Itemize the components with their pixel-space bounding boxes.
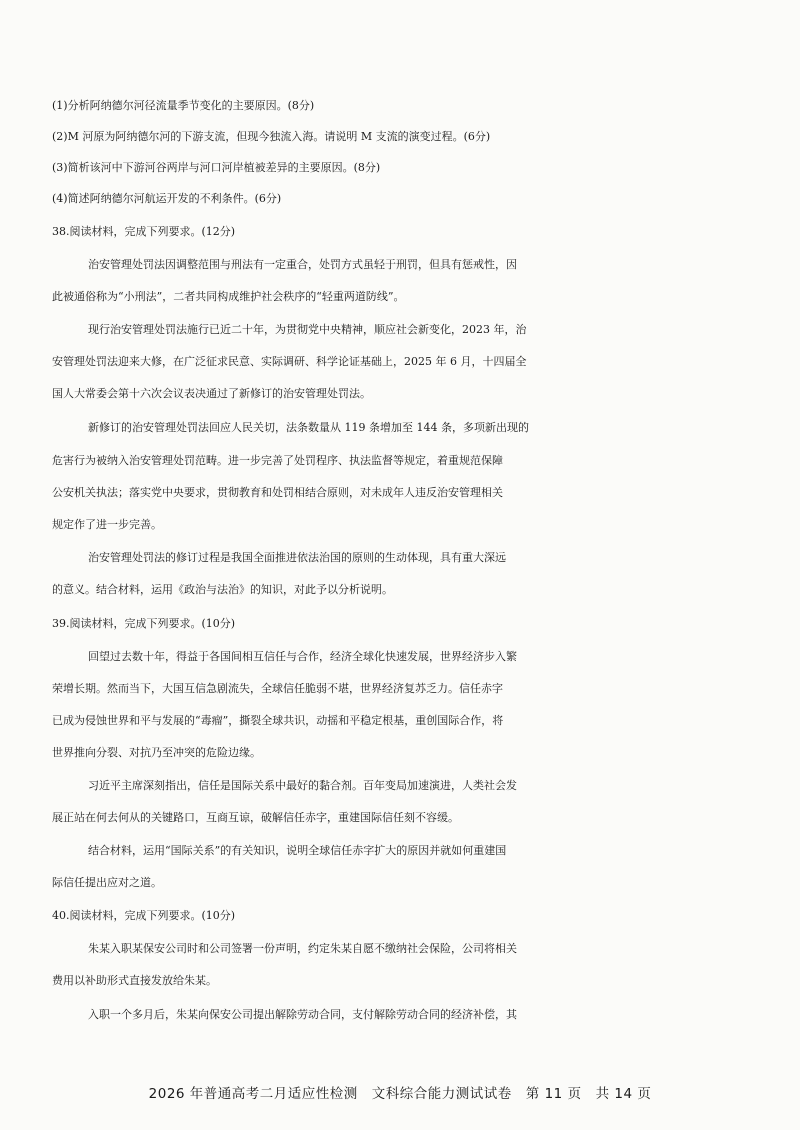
question-40-heading: 40.阅读材料，完成下列要求。(10分) — [52, 909, 236, 922]
q38-material-line: 危害行为被纳入治安管理处罚范畴。进一步完善了处罚程序、执法监督等规定，着重规范保障 — [52, 454, 503, 467]
q38-material-line: 新修订的治安管理处罚法回应人民关切，法条数量从 119 条增加至 144 条，多项新出现的 — [88, 421, 529, 434]
q40-material-line: 朱某入职某保安公司时和公司签署一份声明，约定朱某自愿不缴纳社会保险，公司将相关 — [88, 942, 517, 955]
q39-material-line: 世界推向分裂、对抗乃至冲突的危险边缘。 — [52, 746, 261, 759]
q38-material-line: 此被通俗称为“小刑法”，二者共同构成维护社会秩序的“轻重两道防线”。 — [52, 290, 405, 303]
question-37-1: (1)分析阿纳德尔河径流量季节变化的主要原因。(8分) — [52, 99, 315, 112]
question-38-heading: 38.阅读材料，完成下列要求。(12分) — [52, 225, 236, 238]
question-37-2: (2)M 河原为阿纳德尔河的下游支流，但现今独流入海。请说明 M 支流的演变过程。(6分) — [52, 130, 491, 143]
q39-material-line: 习近平主席深刻指出，信任是国际关系中最好的黏合剂。百年变局加速演进，人类社会发 — [88, 779, 517, 792]
q38-material-line: 规定作了进一步完善。 — [52, 518, 162, 531]
question-37-3: (3)简析该河中下游河谷两岸与河口河岸植被差异的主要原因。(8分) — [52, 161, 381, 174]
q38-material-line: 公安机关执法；落实党中央要求，贯彻教育和处罚相结合原则，对未成年人违反治安管理相关 — [52, 486, 503, 499]
q38-material-line: 安管理处罚法迎来大修，在广泛征求民意、实际调研、科学论证基础上，2025 年 6 月，十四届全 — [52, 355, 527, 368]
q39-material-line: 荣增长期。然而当下，大国互信急剧流失，全球信任脆弱不堪，世界经济复苏乏力。信任赤字 — [52, 682, 503, 695]
page-footer: 2026 年普通高考二月适应性检测 文科综合能力测试试卷 第 11 页 共 14 页 — [148, 1086, 652, 1102]
question-39-heading: 39.阅读材料，完成下列要求。(10分) — [52, 617, 236, 630]
q39-task-line: 际信任提出应对之道。 — [52, 876, 162, 889]
q40-material-line: 费用以补助形式直接发放给朱某。 — [52, 974, 217, 987]
q39-task-line: 结合材料，运用“国际关系”的有关知识，说明全球信任赤字扩大的原因并就如何重建国 — [88, 844, 507, 857]
q38-task-line: 治安管理处罚法的修订过程是我国全面推进依法治国的原则的生动体现，具有重大深远 — [88, 551, 506, 564]
q38-task-line: 的意义。结合材料，运用《政治与法治》的知识，对此予以分析说明。 — [52, 583, 393, 596]
question-37-4: (4)简述阿纳德尔河航运开发的不利条件。(6分) — [52, 192, 282, 205]
q40-material-line: 入职一个多月后，朱某向保安公司提出解除劳动合同，支付解除劳动合同的经济补偿，其 — [88, 1008, 517, 1021]
q38-material-line: 现行治安管理处罚法施行已近二十年，为贯彻党中央精神，顺应社会新变化，2023 年，治 — [88, 323, 527, 336]
q38-material-line: 国人大常委会第十六次会议表决通过了新修订的治安管理处罚法。 — [52, 387, 371, 400]
q39-material-line: 已成为侵蚀世界和平与发展的“毒瘤”，撕裂全球共识，动摇和平稳定根基，重创国际合作，将 — [52, 714, 504, 727]
q38-material-line: 治安管理处罚法因调整范围与刑法有一定重合，处罚方式虽轻于刑罚，但具有惩戒性，因 — [88, 258, 517, 271]
q39-material-line: 展正站在何去何从的关键路口，互商互谅，破解信任赤字，重建国际信任刻不容缓。 — [52, 811, 459, 824]
q39-material-line: 回望过去数十年，得益于各国间相互信任与合作，经济全球化快速发展，世界经济步入繁 — [88, 650, 517, 663]
